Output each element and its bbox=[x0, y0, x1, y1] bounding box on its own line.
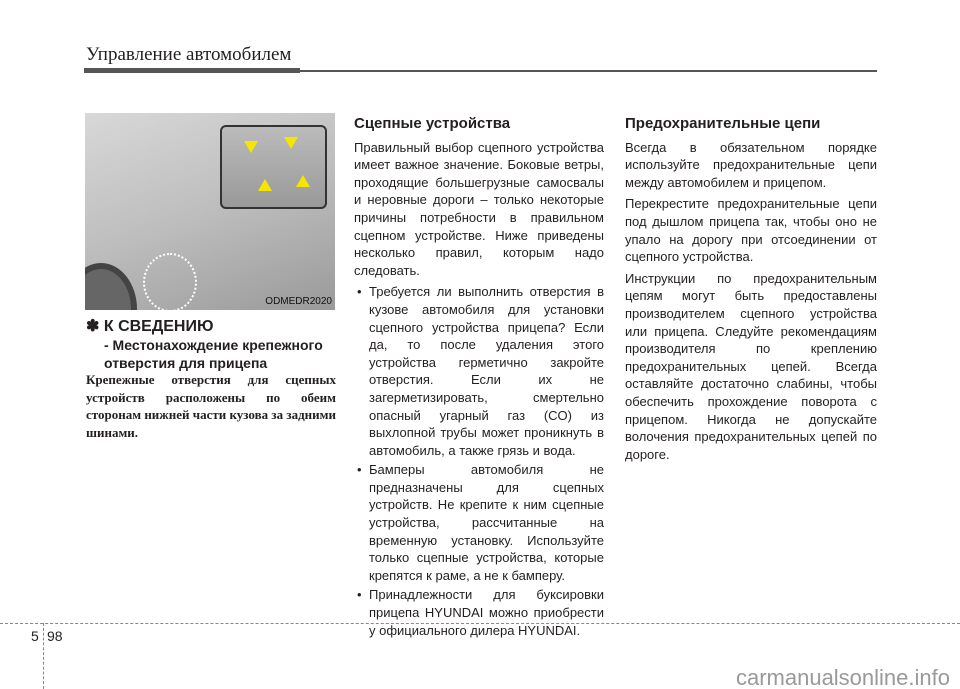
chains-paragraph: Всегда в обязательном порядке используйте предохранительные цепи между автомобилем и прицепом. bbox=[625, 139, 877, 190]
hitch-mount-illustration bbox=[85, 113, 335, 310]
arrow-icon bbox=[258, 179, 272, 191]
footer-rule bbox=[0, 623, 960, 624]
chains-section bbox=[625, 115, 877, 467]
arrow-icon bbox=[296, 175, 310, 187]
header-bar bbox=[84, 68, 300, 73]
note-subtitle: - Местонахождение крепежного отверстия для прицепа bbox=[104, 337, 323, 371]
figure-code: ODMEDR2020 bbox=[265, 296, 332, 307]
page-header-title: Управление автомобилем bbox=[86, 44, 292, 65]
list-item: • Требуется ли выполнить отверстия в кузове автомобиля для установки сцепного устройства прицепа? Если да, то после удаления этого устройства герметично закройте отверстия. Если их не загерметизировать, смертельно опасный угарный газ (CO) из выхлопной трубы может проникнуть в автомобиль, а также грязь и вода. bbox=[354, 283, 604, 459]
note-title: ✽ К СВЕДЕНИЮ bbox=[86, 318, 214, 335]
highlight-circle bbox=[143, 253, 197, 310]
hitches-intro: Правильный выбор сцепного устройства имеет важное значение. Боковые ветры, проходящие большегрузные самосвалы и неровные дороги – только некоторые причины потребности в правильном сцепном устройстве. Ниже приведены несколько правил, которым надо следовать. bbox=[354, 139, 604, 278]
chains-title: Предохранительные цепи bbox=[625, 115, 821, 132]
hitches-list bbox=[354, 283, 604, 639]
header-rule bbox=[300, 70, 877, 72]
arrow-icon bbox=[244, 141, 258, 153]
wheel-graphic bbox=[85, 263, 137, 310]
arrow-icon bbox=[284, 137, 298, 149]
note-body: Крепежные отверстия для сцепных устройств расположены по обеим сторонам нижней части кузова за задними шинами. bbox=[86, 372, 336, 440]
watermark: carmanualsonline.info bbox=[735, 665, 950, 689]
list-item: • Принадлежности для буксировки прицепа HYUNDAI можно приобрести у официального дилера HYUNDAI. bbox=[354, 586, 604, 639]
detail-inset bbox=[220, 125, 327, 209]
page-number: 98 bbox=[47, 628, 63, 644]
section-number: 5 bbox=[31, 628, 39, 644]
chains-paragraph: Инструкции по предохранительным цепям могут быть предоставлены производителем сцепного устройства или прицепа. Следуйте рекомендациям производителя по креплению предохранительных цепей. Всегда оставляйте достаточно слабины, чтобы обеспечить прохождение поворота с прицепом. Никогда не допускайте волочения предохранительных цепей по дороге. bbox=[625, 270, 877, 462]
list-item: • Бамперы автомобиля не предназначены для сцепных устройств. Не крепите к ним сцепные устройства, рассчитанные на временную установку. Используйте только сцепные устройства, которые крепятся к раме, а не к бамперу. bbox=[354, 461, 604, 584]
hitches-section bbox=[354, 115, 604, 641]
chains-paragraph: Перекрестите предохранительные цепи под дышлом прицепа так, чтобы оно не упало на дорогу при отсоединении от сцепного устройства. bbox=[625, 196, 877, 265]
footer-divider bbox=[43, 623, 44, 689]
hitches-title: Сцепные устройства bbox=[354, 115, 511, 132]
